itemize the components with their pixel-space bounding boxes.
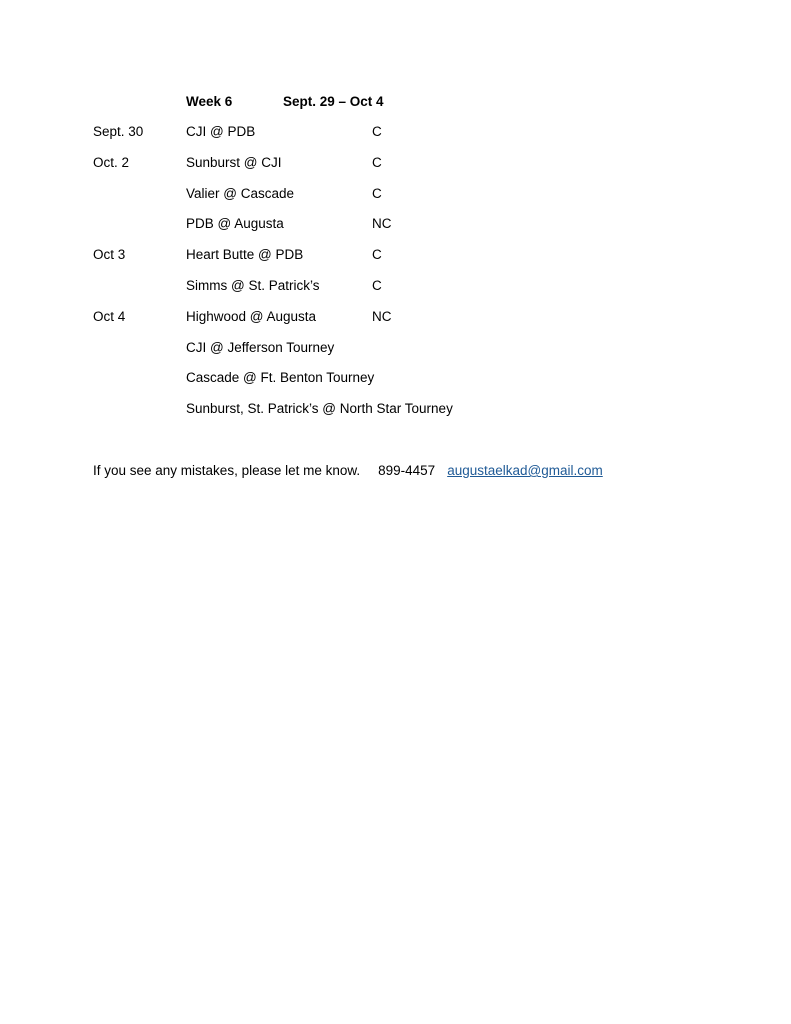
game-date: Oct. 2 <box>93 154 130 170</box>
game-matchup: Sunburst, St. Patrick’s @ North Star Tourney <box>186 401 453 417</box>
schedule-row <box>93 124 693 155</box>
schedule-table <box>93 124 693 432</box>
schedule-row <box>93 216 693 247</box>
game-type: C <box>372 154 382 170</box>
game-matchup: Valier @ Cascade <box>186 185 294 201</box>
contact-email-link[interactable]: augustaelkad@gmail.com <box>447 463 603 478</box>
week-label: Week 6 <box>186 94 233 109</box>
game-matchup: Cascade @ Ft. Benton Tourney <box>186 370 375 386</box>
game-matchup: CJI @ Jefferson Tourney <box>186 339 335 355</box>
schedule-row <box>93 370 693 401</box>
game-type: NC <box>372 216 392 232</box>
game-matchup: PDB @ Augusta <box>186 216 284 232</box>
game-type: C <box>372 185 382 201</box>
game-type: C <box>372 277 382 293</box>
game-type: C <box>372 247 382 263</box>
schedule-row <box>93 401 693 432</box>
schedule-row <box>93 247 693 278</box>
schedule-row <box>93 309 693 340</box>
game-matchup: Heart Butte @ PDB <box>186 247 304 263</box>
game-type: C <box>372 124 382 139</box>
game-matchup: CJI @ PDB <box>186 124 256 139</box>
schedule-row <box>93 186 693 217</box>
schedule-row <box>93 340 693 371</box>
schedule-row <box>93 278 693 309</box>
game-matchup: Sunburst @ CJI <box>186 154 282 170</box>
week-date-range: Sept. 29 – Oct 4 <box>283 94 384 109</box>
contact-phone: 899-4457 <box>378 463 436 478</box>
game-type: NC <box>372 308 392 324</box>
schedule-row <box>93 155 693 186</box>
game-matchup: Highwood @ Augusta <box>186 308 317 324</box>
game-matchup: Simms @ St. Patrick’s <box>186 277 320 293</box>
game-date: Oct 4 <box>93 308 126 324</box>
footer-message: If you see any mistakes, please let me know. <box>93 463 361 478</box>
schedule-header <box>186 94 384 109</box>
game-date: Oct 3 <box>93 247 126 263</box>
game-date: Sept. 30 <box>93 124 144 139</box>
contact-footer <box>93 463 603 478</box>
